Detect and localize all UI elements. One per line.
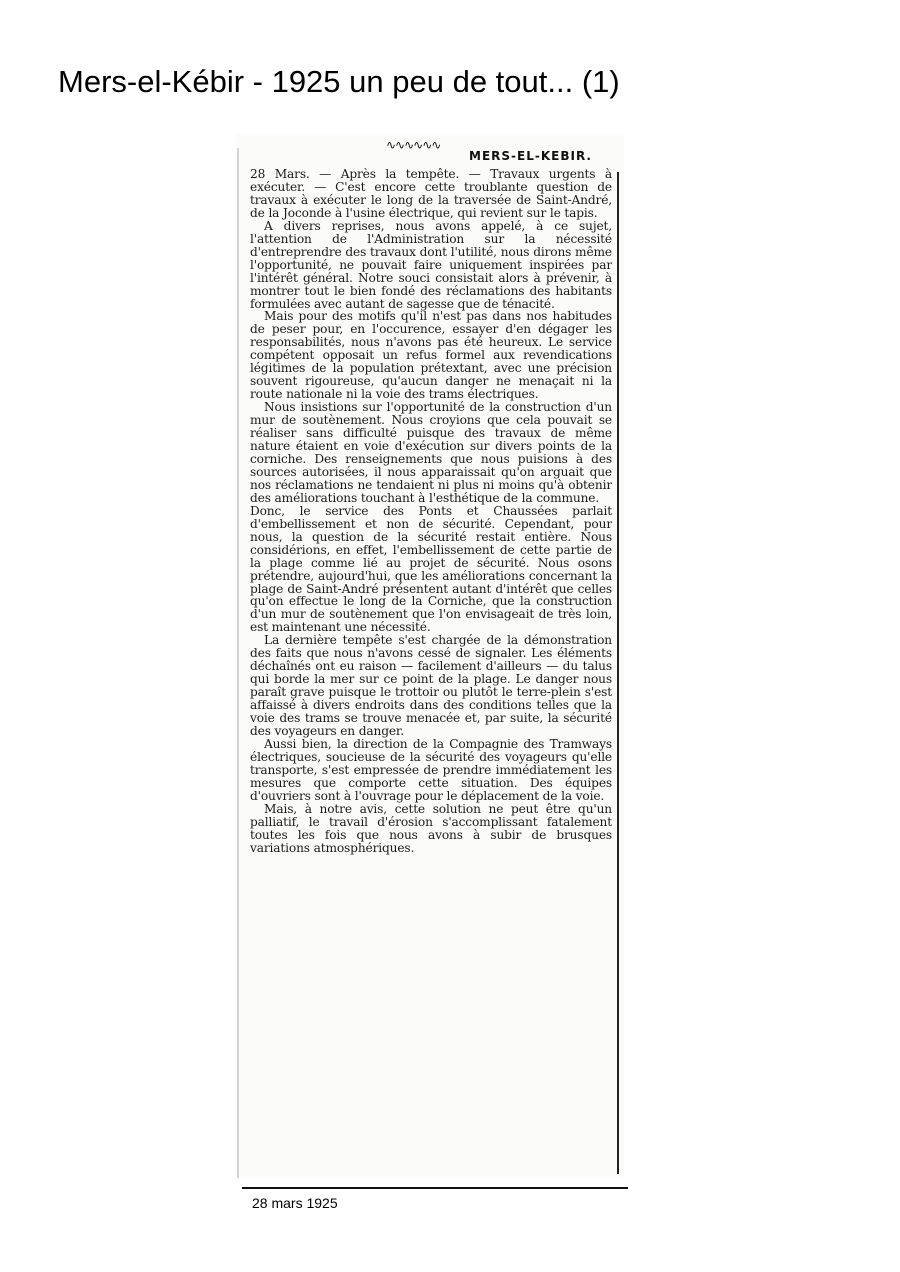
- article-paragraph: Donc, le service des Ponts et Chaussées parlait d'embellissement et non de sécurité. Cependant, pour nous, la question de la sécurité restait entière. Nous considérions, en effet, l'embellissement de cette partie de la plage comme lié au projet de sécurité. Nous osons prétendre, aujourd'hui, que les améliorations concernant la plage de Saint-André présentent autant d'intérêt que celles qu'on effectue le long de la Corniche, que la construction d'un mur de soutènement que l'on envisageait de très loin, est maintenant une nécessité.: [250, 503, 612, 635]
- article-paragraph: 28 Mars. — Après la tempête. — Travaux urgents à exécuter. — C'est encore cette troublante question de travaux à exécuter le long de la traversée de Saint-André, de la Joconde à l'usine électrique, qui revient sur le tapis.: [250, 168, 612, 220]
- article-paragraph: Mais, à notre avis, cette solution ne peut être qu'un palliatif, le travail d'érosion s'accomplissant fatalement toutes les fois que nous avons à subir de brusques variations atmosphériques.: [250, 801, 612, 855]
- masthead-ornament: ∿∿∿∿∿∿: [386, 138, 441, 152]
- caption-divider: [242, 1187, 628, 1189]
- article-paragraph: La dernière tempête s'est chargée de la démonstration des faits que nous n'avons cessé de signaler. Les éléments déchaînés ont eu raison — facilement d'ailleurs — du talus qui borde la mer sur ce point de la plage. Le danger nous paraît grave puisque le trottoir ou plutôt le terre-plein s'est affaissé à divers endroits dans des conditions telles que la voie des trams se trouve menacée et, par suite, la sécurité des voyageurs en danger.: [250, 633, 612, 738]
- article-paragraph: Mais pour des motifs qu'il n'est pas dans nos habitudes de peser pour, en l'occurence, essayer d'en dégager les responsabilités, nous n'avons pas été heureux. Le service compétent opposait un refus formel aux revendications légitimes de la population prétextant, avec une précision souvent rigoureuse, qu'aucun danger ne menaçait ni la route nationale ni la voie des trams électriques.: [250, 309, 612, 402]
- page-title: Mers-el-Kébir - 1925 un peu de tout... (1): [58, 64, 620, 99]
- newspaper-clipping: [236, 134, 624, 1178]
- clipping-date-caption: 28 mars 1925: [252, 1195, 338, 1211]
- section-title: MERS-EL-KEBIR.: [469, 149, 592, 163]
- article-body: [250, 168, 612, 1174]
- article-paragraph: Aussi bien, la direction de la Compagnie des Tramways électriques, soucieuse de la sécurité des voyageurs qu'elle transporte, s'est empressée de prendre immédiatement les mesures que comporte cette situation. Des équipes d'ouvriers sont à l'ouvrage pour le déplacement de la voie.: [250, 736, 612, 803]
- clipping-masthead: [236, 138, 624, 164]
- article-paragraph: A divers reprises, nous avons appelé, à ce sujet, l'attention de l'Administration sur la nécessité d'entreprendre des travaux dont l'utilité, nous dirons même l'opportunité, ne pouvait faire uniquement inspirées par l'intérêt général. Notre souci consistait alors à prévenir, à montrer tout le bien fondé des réclamations des habitants formulées avec autant de sagesse que de ténacité.: [250, 218, 612, 311]
- clipping-edge-left: [237, 148, 239, 1178]
- article-paragraph: Nous insistions sur l'opportunité de la construction d'un mur de soutènement. Nous croyions que cela pouvait se réaliser sans difficulté puisque des travaux de même nature étaient en voie d'exécution sur divers points de la corniche. Des renseignements que nous puisions à des sources autorisées, il nous apparaissait qu'on arguait que nos réclamations ne tendaient ni plus ni moins qu'à obtenir des améliorations touchant à l'esthétique de la commune.: [250, 400, 612, 505]
- column-rule: [617, 172, 619, 1174]
